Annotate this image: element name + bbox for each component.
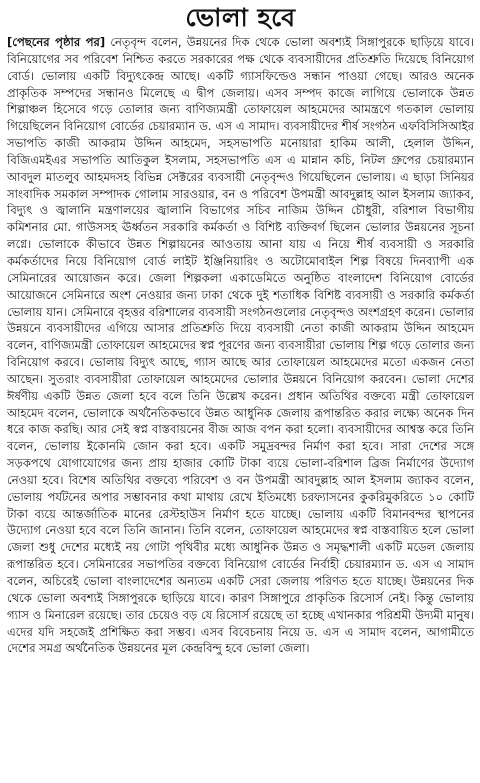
- article-body: [7, 34, 474, 657]
- continued-from-tag: [পেছনের পৃষ্ঠার পর]: [7, 35, 106, 49]
- article-body-text: নেতৃবৃন্দ বলেন, উন্নয়নের দিক থেকে ভোলা অবশ্যই সিঙ্গাপুরকে ছাড়িয়ে যাবে। বিনিয়োগের সব পরিবেশ নিশ্চিত করতে সরকারের পক্ষ থেকে ব্যবসায়ীদের প্রতিশ্রুতি দিয়েছে বিনিয়োগ বোর্ড। ভোলায় একটি বিদ্যুৎকেন্দ্র আছে। একটি গ্যাসফিল্ডেও সন্ধান পাওয়া গেছে। আরও অনেক প্রাকৃতিক সম্পদের সন্ধানও মিলেছে এ দ্বীপ জেলায়। এসব সম্পদ কাজে লাগিয়ে ভোলাকে উন্নত শিল্পাঞ্চল হিসেবে গড়ে তোলার জন্য বাণিজ্যমন্ত্রী তোফায়েল আহমেদের আমন্ত্রণে গতকাল ভোলায় গিয়েছিলেন বিনিয়োগ বোর্ডের চেয়ারম্যান ড. এস এ সামাদ। ব্যবসায়ীদের শীর্ষ সংগঠন এফবিসিসিআইর সভাপতি কাজী আকরাম উদ্দিন আহমেদ, সহসভাপতি মনোয়ারা হাকিম আলী, হেলাল উদ্দিন, বিজিএমইএর সভাপতি আতিকুল ইসলাম, সহসভাপতি এস এ মান্নান কচি, নিটল গ্রুপের চেয়ারম্যান আবদুল মাতলুব আহমদসহ বিভিন্ন সেক্টরের ব্যবসায়ী নেতৃবৃন্দও গিয়েছিলেন ভোলায়। এ ছাড়া সিনিয়র সাংবাদিক সমকাল সম্পাদক গোলাম সারওয়ার, বন ও পরিবেশ উপমন্ত্রী আবদুল্লাহ আল ইসলাম জ্যাকব, বিদ্যুৎ ও জ্বালানি মন্ত্রণালয়ের জ্বালানি বিভাগের সচিব নাজিম উদ্দিন চৌধুরী, বরিশাল বিভাগীয় কমিশনার মো. গাউসসহ ঊর্ধ্বতন সরকারি কর্মকর্তা ও বিশিষ্ট ব্যক্তিবর্গ ছিলেন ভোলার উন্নয়নের সূচনা লগ্নে। ভোলাকে কীভাবে উন্নত শিল্পায়নের আওতায় আনা যায় এ নিয়ে শীর্ষ ব্যবসায়ী ও সরকারি কর্মকর্তাদের নিয়ে বিনিয়োগ বোর্ড লাইট ইঞ্জিনিয়ারিং ও অটোমোবাইল শিল্প বিষয়ে দিনব্যাপী এক সেমিনারের আয়োজন করে। জেলা শিল্পকলা একাডেমিতে অনুষ্ঠিত বাংলাদেশ বিনিয়োগ বোর্ডের আয়োজনে সেমিনারে অংশ নেওয়ার জন্য ঢাকা থেকে দুই শতাধিক বিশিষ্ট ব্যবসায়ী ও সরকারি কর্মকর্তা ভোলায় যান। সেমিনারে বৃহত্তর বরিশালের ব্যবসায়ী সংগঠনগুলোর নেতৃবৃন্দও অংশগ্রহণ করেন। ভোলার উন্নয়নে ব্যবসায়ীদের এগিয়ে আসার প্রতিশ্রুতি দিয়ে ব্যবসায়ী নেতা কাজী আকরাম উদ্দিন আহমেদ বলেন, বাণিজ্যমন্ত্রী তোফায়েল আহমেদের স্বপ্ন পূরণের জন্য ব্যবসায়ীরা ভোলায় শিল্প গড়ে তোলার জন্য বিনিয়োগ করবে। ভোলায় বিদ্যুৎ আছে, গ্যাস আছে আর তোফায়েল আহমেদের মতো একজন নেতা আছেন। সুতরাং ব্যবসায়ীরা তোফায়েল আহমেদের ভোলার উন্নয়নে বিনিয়োগ করবেন। ভোলা দেশের ঈর্ষণীয় একটি উন্নত জেলা হবে বলে তিনি উল্লেখ করেন। প্রধান অতিথির বক্তব্যে মন্ত্রী তোফায়েল আহমেদ বলেন, ভোলাকে অর্থনৈতিকভাবে উন্নত আধুনিক জেলায় রূপান্তরিত করার লক্ষ্যে অনেক দিন ধরে কাজ করছি। আর সেই স্বপ্ন বাস্তবায়নের বীজ আজ বপন করা হলো। ব্যবসায়ীদের আশ্বস্ত করে তিনি বলেন, ভোলায় ইকোনমি জোন করা হবে। একটি সমুদ্রবন্দর নির্মাণ করা হবে। সারা দেশের সঙ্গে সড়কপথে যোগাযোগের জন্য প্রায় হাজার কোটি টাকা ব্যয়ে ভোলা-বরিশাল ব্রিজ নির্মাণের উদ্যোগ নেওয়া হবে। বিশেষ অতিথির বক্তব্যে পরিবেশ ও বন উপমন্ত্রী আবদুল্লাহ আল ইসলাম জ্যাকব বলেন, ভোলায় পর্যটনের অপার সম্ভাবনার কথা মাথায় রেখে ইতিমধ্যে চরফ্যাসনের কুকরিমুকরিতে ১০ কোটি টাকা ব্যয়ে আন্তর্জাতিক মানের রেস্টহাউস নির্মাণ হতে যাচ্ছে। ভোলায় একটি বিমানবন্দর স্থাপনের উদ্যোগ নেওয়া হবে বলে তিনি জানান। তিনি বলেন, তোফায়েল আহমেদের স্বপ্ন বাস্তবায়িত হলে ভোলা জেলা শুধু দেশের মধ্যেই নয় গোটা পৃথিবীর মধ্যে আধুনিক উন্নত ও সমৃদ্ধশালী একটি মডেল জেলায় রূপান্তরিত হবে। সেমিনারের সভাপতির বক্তব্যে বিনিয়োগ বোর্ডের নির্বাহী চেয়ারম্যান ড. এস এ সামাদ বলেন, অচিরেই ভোলা বাংলাদেশের অন্যতম একটি সেরা জেলায় পরিণত হতে যাচ্ছে। উন্নয়নের দিক থেকে ভোলা অবশ্যই সিঙ্গাপুরকে ছাড়িয়ে যাবে। কারণ সিঙ্গাপুরে প্রাকৃতিক রিসোর্স নেই। কিন্তু ভোলায় গ্যাস ও মিনারেল রয়েছে। তার চেয়েও বড় যে রিসোর্স রয়েছে তা হচ্ছে এখানকার পরিশ্রমী উদ্যমী মানুষ। এদের যদি সহজেই প্রশিক্ষিত করা সম্ভব। এসব বিবেচনায় নিয়ে ড. এস এ সামাদ বলেন, আগামীতে দেশের সমগ্র অর্থনৈতিক উন্নয়নের মূল কেন্দ্রবিন্দু হবে ভোলা জেলা।: [7, 35, 475, 656]
- headline: ভোলা হবে: [185, 3, 296, 32]
